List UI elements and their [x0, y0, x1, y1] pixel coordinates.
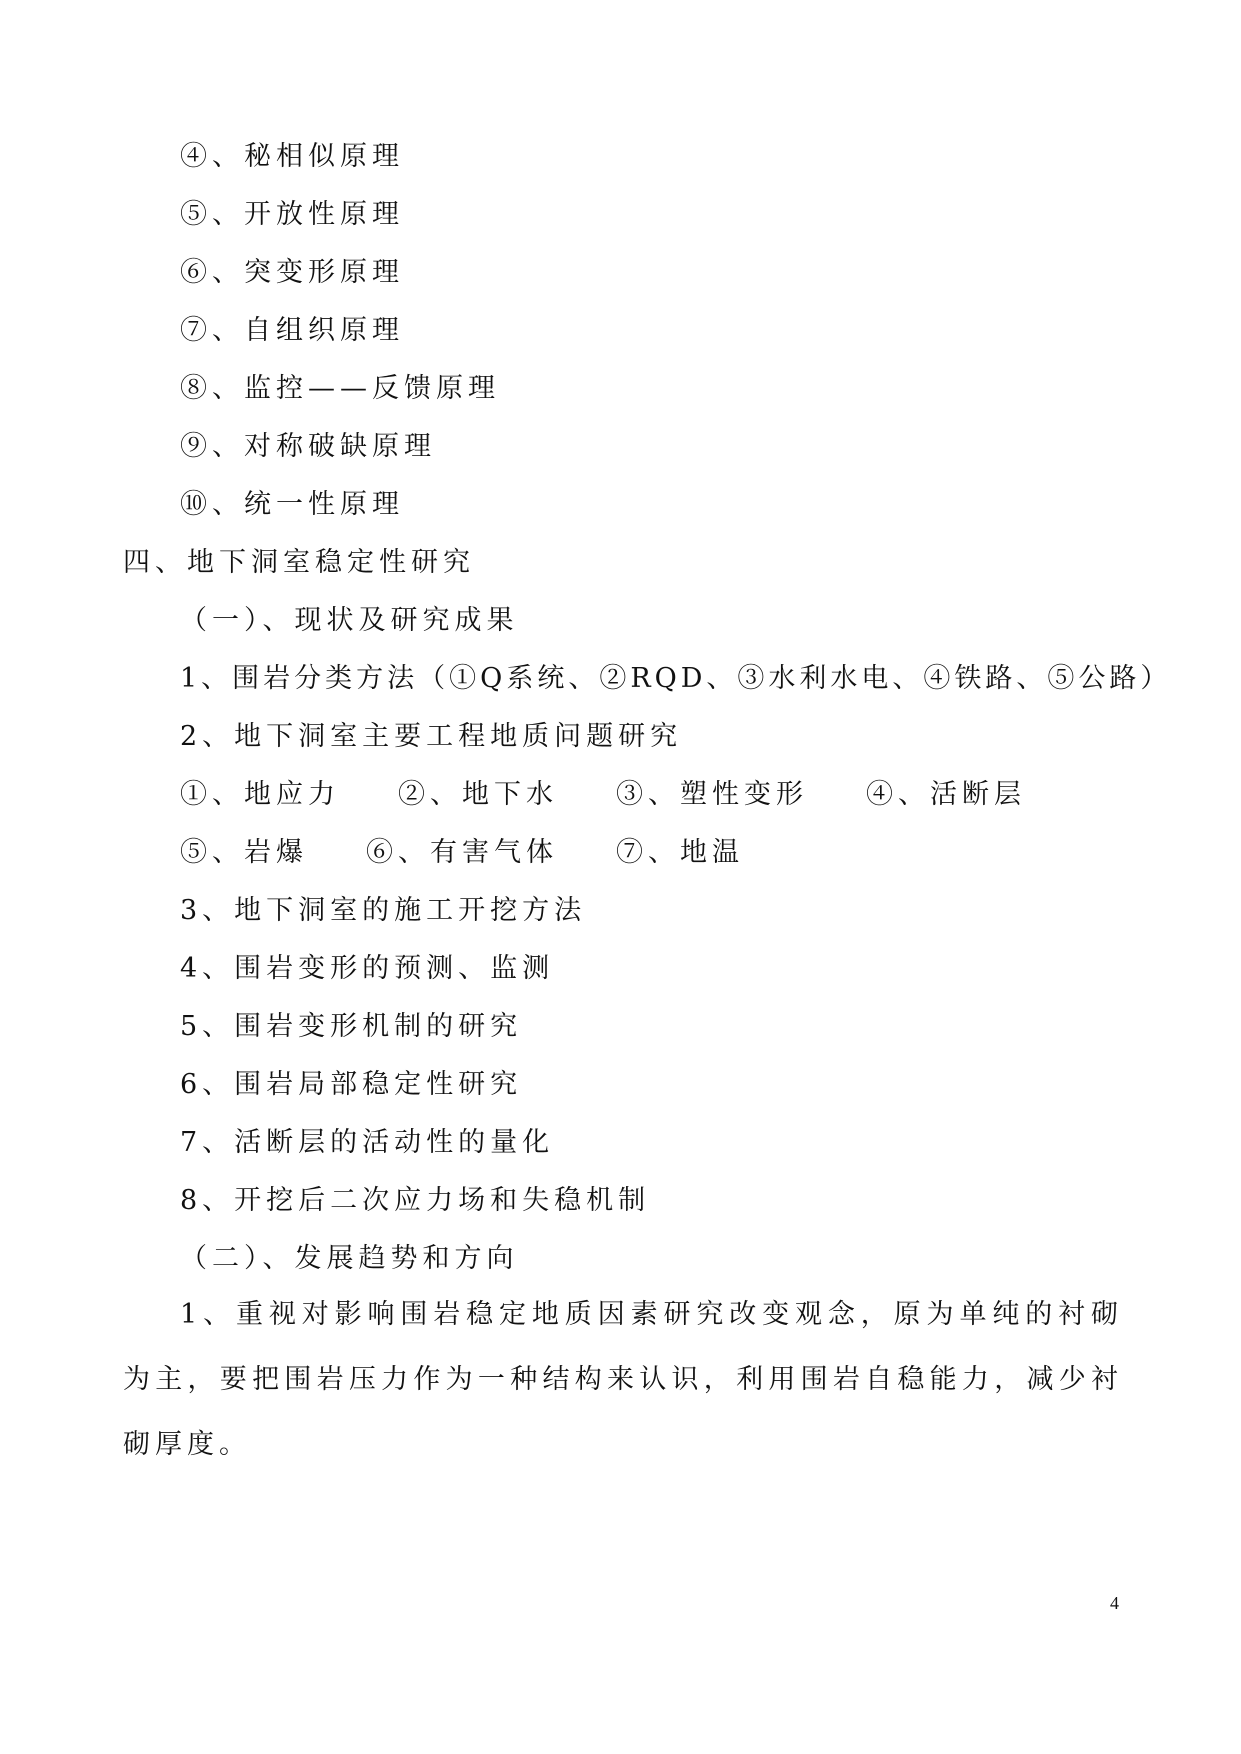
principle-item: ⑧、监控——反馈原理 — [180, 373, 500, 404]
list-item: 6、围岩局部稳定性研究 — [180, 1069, 523, 1100]
principle-item: ⑨、对称破缺原理 — [180, 431, 436, 462]
list-item: 1、围岩分类方法（①Q系统、②RQD、③水利水电、④铁路、⑤公路） — [180, 663, 1172, 694]
section-heading: 四、地下洞室稳定性研究 — [123, 547, 475, 578]
problems-row-2 — [180, 836, 744, 870]
problems-row-1 — [180, 778, 1026, 812]
problem-item: ⑦、地温 — [616, 837, 744, 868]
principle-item: ⑦、自组织原理 — [180, 315, 404, 346]
list-item: 7、活断层的活动性的量化 — [180, 1127, 555, 1158]
subsection-heading: （二）、发展趋势和方向 — [180, 1243, 519, 1274]
principle-item: ⑤、开放性原理 — [180, 199, 404, 230]
problem-item: ⑤、岩爆 — [180, 837, 308, 868]
list-item: 5、围岩变形机制的研究 — [180, 1011, 523, 1042]
list-item: 3、地下洞室的施工开挖方法 — [180, 895, 587, 926]
problem-item: ⑥、有害气体 — [366, 837, 558, 868]
principle-item: ⑩、统一性原理 — [180, 489, 404, 520]
page-number: 4 — [1110, 1593, 1119, 1613]
list-item: 8、开挖后二次应力场和失稳机制 — [180, 1185, 651, 1216]
problem-item: ③、塑性变形 — [616, 779, 808, 810]
list-item: 4、围岩变形的预测、监测 — [180, 953, 555, 984]
principle-item: ⑥、突变形原理 — [180, 257, 404, 288]
problem-item: ④、活断层 — [866, 779, 1026, 810]
problem-item: ②、地下水 — [398, 779, 558, 810]
subsection-heading: （一）、现状及研究成果 — [180, 605, 519, 636]
problem-item: ①、地应力 — [180, 779, 340, 810]
body-paragraph: 1、重视对影响围岩稳定地质因素研究改变观念，原为单纯的衬砌为主，要把围岩压力作为一种结构来认识，利用围岩自稳能力，减少衬砌厚度。 — [123, 1299, 1123, 1460]
principle-item: ④、秘相似原理 — [180, 141, 404, 172]
list-item: 2、地下洞室主要工程地质问题研究 — [180, 721, 683, 752]
